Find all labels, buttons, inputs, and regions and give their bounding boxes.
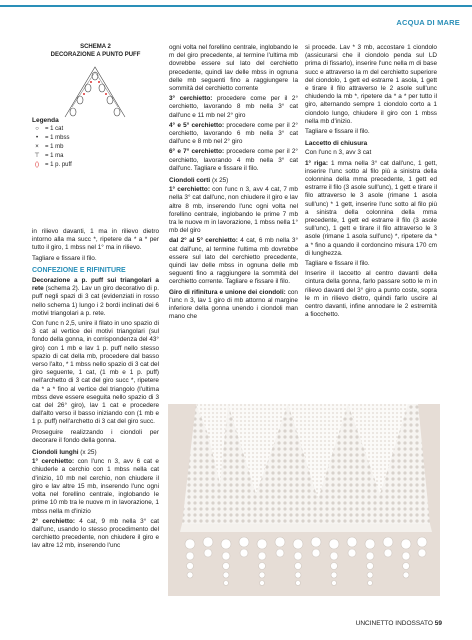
legend xyxy=(32,116,72,170)
legend-item: • = 1 mbss xyxy=(35,135,70,141)
page-footer xyxy=(356,620,442,627)
magazine-name: UNCINETTO INDOSSATO xyxy=(355,620,433,627)
section-title: ACQUA DI MARE xyxy=(396,18,460,27)
subheading: Laccetto di chiusura xyxy=(305,140,368,148)
scheme-title: SCHEMA 2 DECORAZIONE A PUNTO PUFF xyxy=(50,44,141,58)
subheading: Ciondoli lunghi (x 25) xyxy=(32,449,97,457)
text-column-3: si procede. Lav * 3 mb, accostare 1 ciondolo (assicurarsi che il ciondolo penda sul LD prima di fissarlo), inserire l'unc nella m di base succ e attraverso la m del cerchietto superiore del ciondolo, 1 gett ed estrarre 1 asola, 1 gett e tirare il filo attraverso le 2 asole sull'unc chiudendo la mb *, ripetere da * a * per tutto il giro, alternando sempre 1 ciondolo corto a 1 ciondolo lungo, chiudere il giro con 1 mbss nella mb d'inizio. Tagliare e fissare il filo. Laccetto di chiusura Con l'unc n 3, avv 3 cat 1° riga: 1 mma nella 3° cat dall'unc, 1 gett, inserire l'unc sotto al filo più a sinistra della colonnina della mma precedente, 1 gett ed estrarre il filo (3 asole sull'unc), 1 gett e tirare il filo attraverso le 3 asole (rimane 1 asola sull'unc) * 1 gett, inserire l'unc sotto al filo più a sinistra della colonnina della mma precedente, 1 gett ed estrarre il filo (3 asole sull'unc), 1 gett e tirare il filo attraverso le 3 asole (rimane 1 asola sull'unc) *, ripetere da * a * fino a quando il cordoncino misura 170 cm di lunghezza. Tagliare e fissare il filo. Inserire il laccetto al centro davanti della cintura della gonna, farlo passare sotto le m in rilievo davanti del 3° giro a punto coste, sopra le m in rilievo dietro, quindi farlo uscire al centro davanti, infine annodare le 2 estremità a fiocchetto. xyxy=(305,44,438,319)
text-column-2: ogni volta nel forellino centrale, inglobando le m del giro precedente, al termine l'ultima mb dovrebbe essere sul lato del cerchietto precedente, quindi lav delle mbss in ognuna delle mb seguenti fino a raggiungere la sommità del cerchietto corrente 3° cerchietto: procedere come per il 2° cerchietto, lavorando 8 mb nella 3° cat dall'unc e 11 mb nel 2° giro 4° e 5° cerchietto: procedere come per il 2° cerchietto, lavorando 6 mb nella 3° cat dall'unc e 8 mb nel 2° giro 6° e 7° cerchietto: procedere come per il 2° cerchietto, lavorando 4 mb nella 3° cat dall'unc. Tagliare e fissare il filo. Ciondoli corti (x 25) 1° cerchietto: con l'unc n 3, avv 4 cat, 7 mb nella 3° cat dall'unc, non chiudere il giro e lav altre 8 mb, inserendo l'unc ogni volta nel forellino centrale, inglobando le prime 7 mb tra le nuove m in lavorazione, 1 mbss nella 1° mb del giro dal 2° al 5° cerchietto: 4 cat, 6 mb nella 3° cat dall'unc, al termine l'ultima mb dovrebbe essere sul lato del cerchietto precedente, quindi lav delle mbss in ognuna delle mb seguenti fino a raggiungere la sommità del cerchietto corrente. Tagliare e fissare il filo. Giro di rifinitura e unione dei ciondoli: con l'unc n 3, lav 1 giro di mb attorno al margine inferiore della gonna unendo i ciondoli man mano che xyxy=(169,44,299,321)
legend-item: × = 1 mb xyxy=(35,144,64,150)
legend-item: ○ = 1 cat xyxy=(35,126,64,132)
skirt-photo xyxy=(168,404,440,596)
legend-title: Legenda xyxy=(32,117,59,124)
text-column-1: in rilievo davanti, 1 ma in rilievo dietro intorno alla ma succ *, ripetere da * a * per tutto il giro, 1 mbss nel 1° ma in rilievo. Tagliare e fissare il filo. CONFEZIONE E RIFINITURE Decorazione a p. puff sui triangolari a rete (schema 2). Lav un giro decorativo di p. puff negli spazi di 3 cat (evidenziati in rosso nello schema 1) lungo i 2 bordi inclinati dei 6 motivi triangolari a p. rete. Con l'unc n 2,5, unire il filato in uno spazio di 3 cat al vertice dei motivi triangolari (sul fondo della gonna, in corrispondenza del 43° giro) con 1 mb e lav 1 p. puff nello stesso spazio di cat della mb, procedere dal basso verso l'alto, * 1 mbss nello spazio di 3 cat del giro seguente, 1 cat, (1 mb e 1 p. puff) nell'archetto di 3 cat del giro succ *, ripetere da * a * fino al vertice del triangolo (l'ultima mbss deve essere eseguita nello spazio di 3 cat del 26° giro), lav 1 cat e procedere dall'alto verso il basso iniziando con (1 mb e 1 p. puff) nell'archetto di 3 cat del giro succ. Proseguire realizzando i ciondoli per decorare il fondo della gonna. Ciondoli lunghi (x 25) 1° cerchietto: con l'unc n 3, avv 6 cat e chiuderle a cerchio con 1 mbss nella cat d'inizio, 10 mb nel cerchio, non chiudere il giro e lav altre 15 mb, inserendo l'unc ogni volta nel forellino centrale, inglobando le prime 10 mb tra le nuove m in lavorazione, 1 mbss nella m d'inizio 2° cerchietto: 4 cat, 9 mb nella 3° cat dall'unc, usando lo stesso procedimento del cerchietto precedente, non chiudere il giro e lav altre 12 mb, inserendo l'unc xyxy=(32,228,160,550)
legend-item: ⊤ = 1 ma xyxy=(34,153,64,159)
top-rule xyxy=(0,0,472,12)
stitch-scheme xyxy=(32,44,159,224)
legend-item: () = 1 p. puff xyxy=(35,162,72,168)
puff-stitch-diagram xyxy=(60,62,130,122)
crochet-skirt-illustration xyxy=(168,404,440,596)
subheading: Ciondoli corti (x 25) xyxy=(169,177,229,185)
section-heading: CONFEZIONE E RIFINITURE xyxy=(32,266,126,274)
page-number: 59 xyxy=(434,620,442,627)
